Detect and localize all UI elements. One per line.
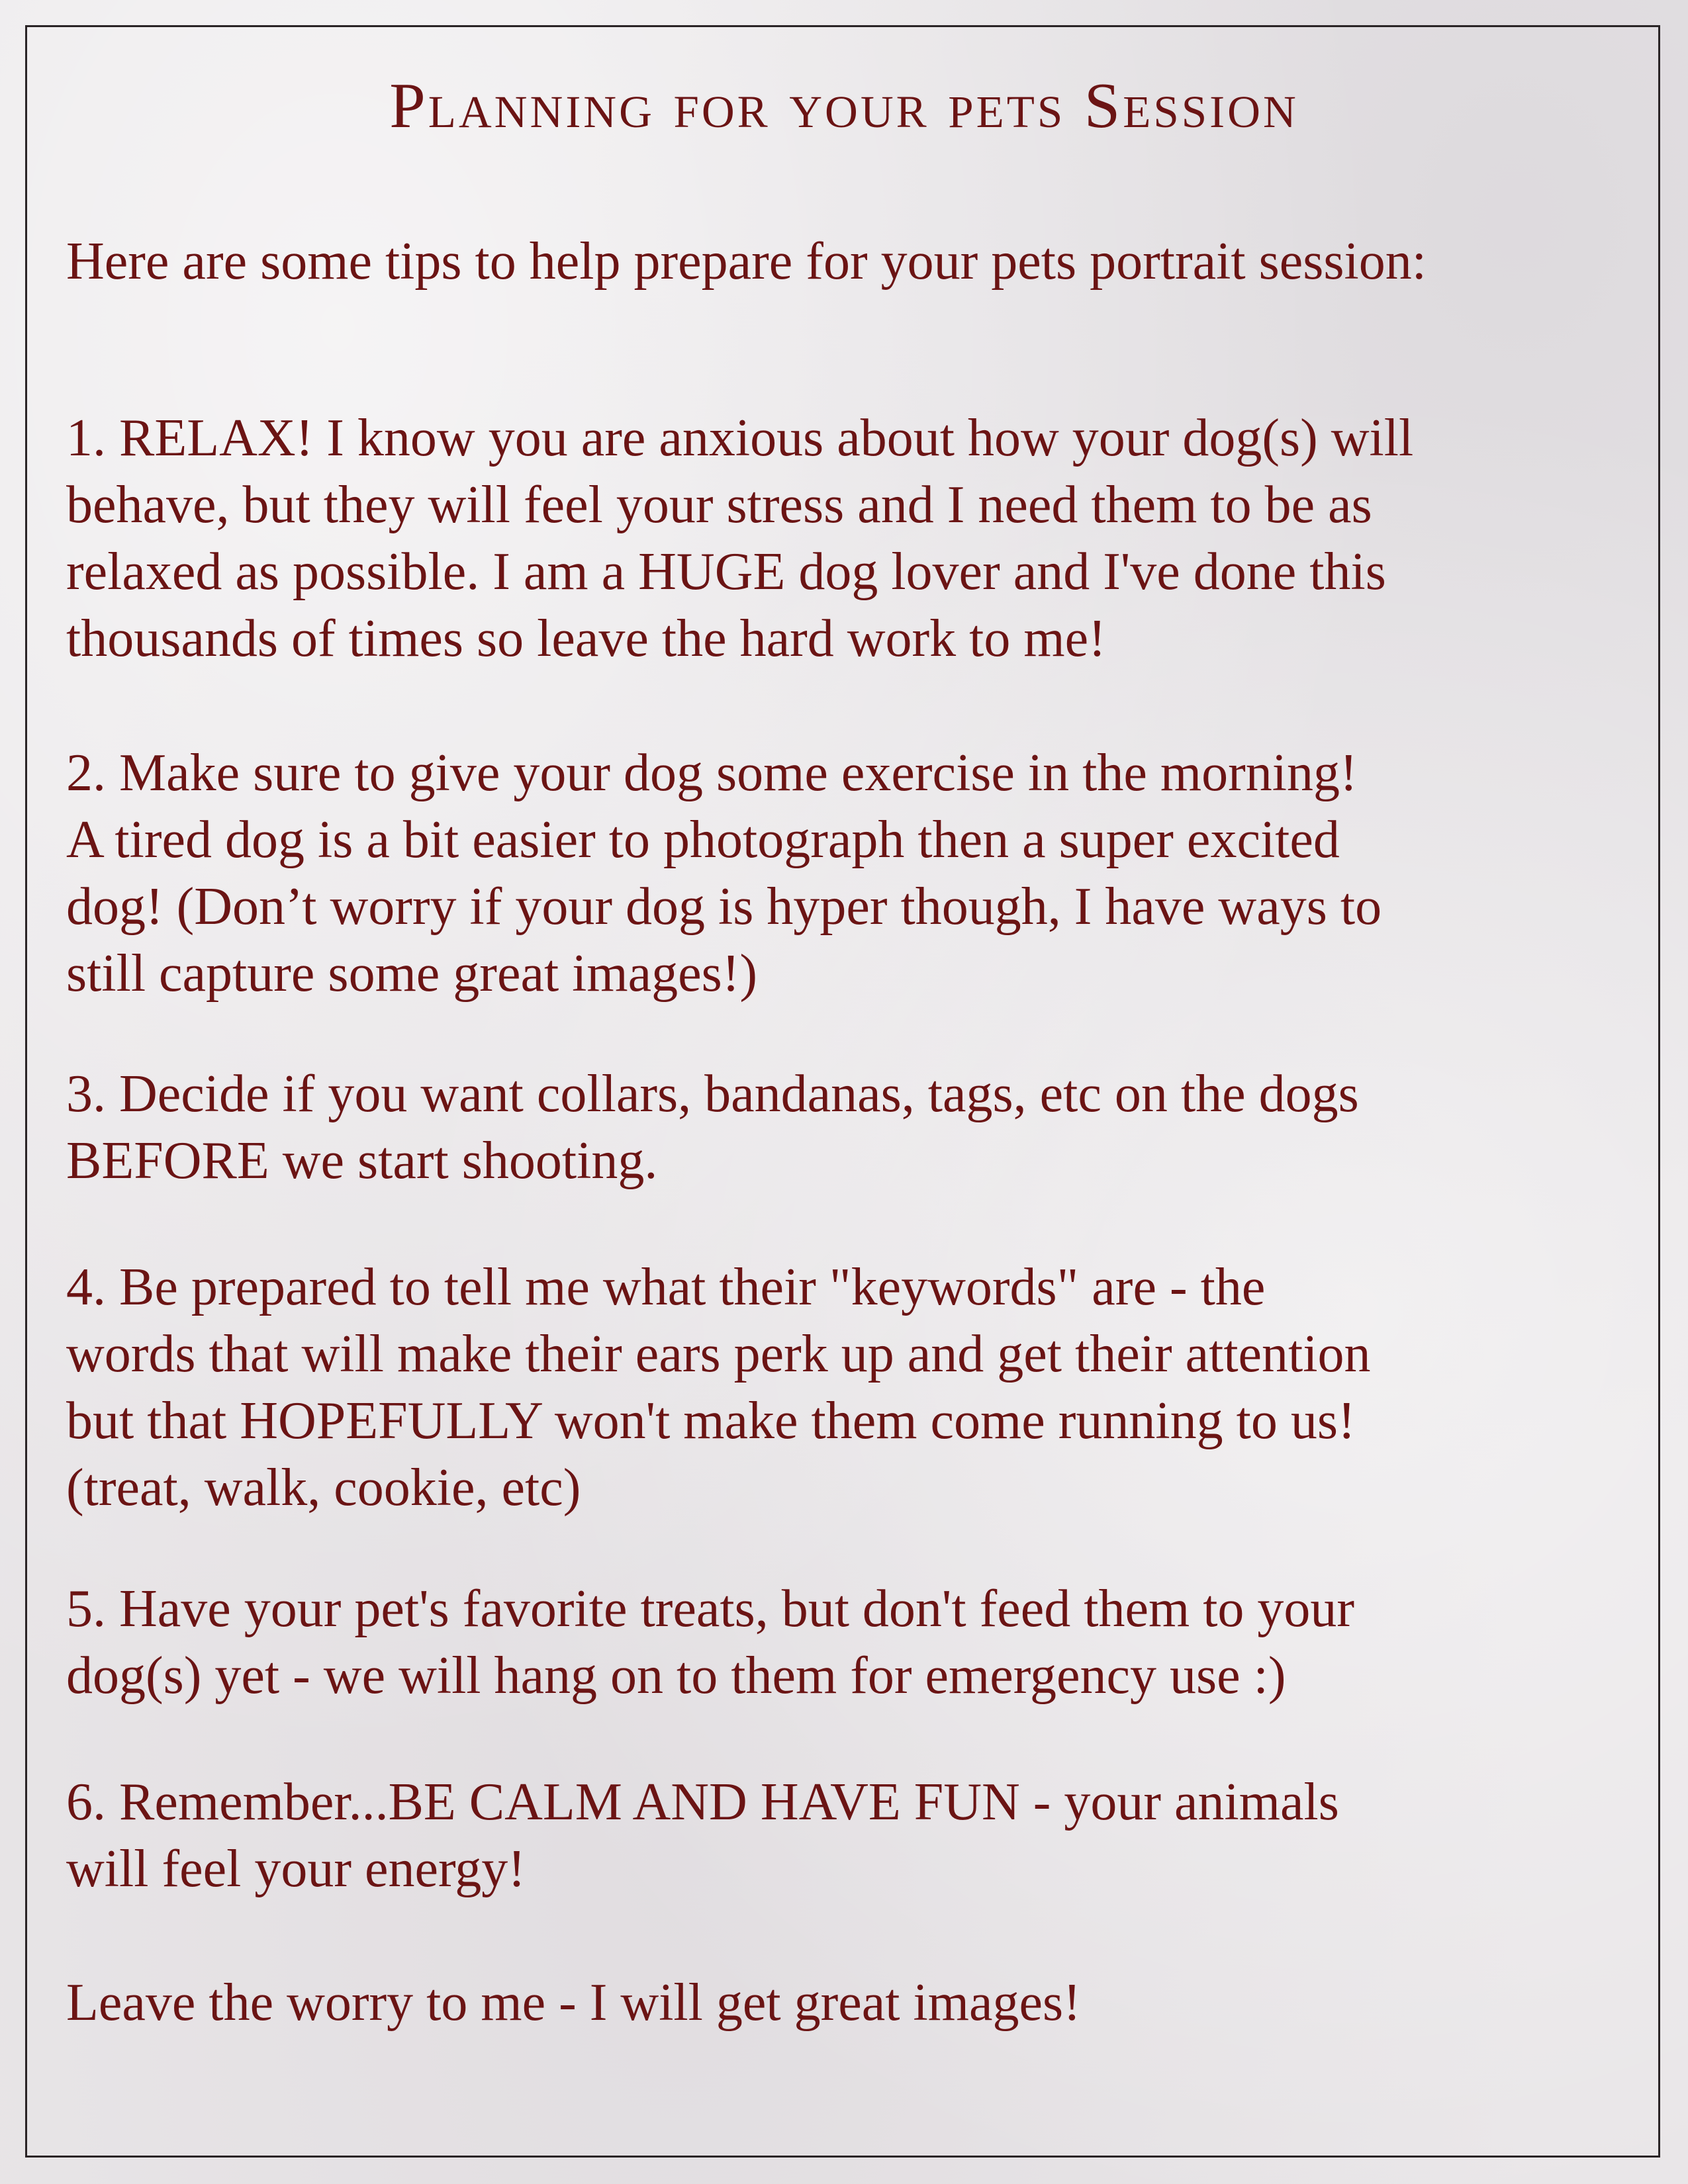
tip-6-line-2: will feel your energy! [66, 1840, 526, 1898]
tip-4-line-4: (treat, walk, cookie, etc) [66, 1459, 581, 1517]
tip-1-line-3: relaxed as possible. I am a HUGE dog lover and I've done this [66, 543, 1386, 601]
tip-2-line-4: still capture some great images!) [66, 944, 758, 1003]
tip-1-line-4: thousands of times so leave the hard work to me! [66, 610, 1106, 668]
tip-6-line-1: 6. Remember...BE CALM AND HAVE FUN - your animals [66, 1773, 1339, 1831]
tip-5-line-2: dog(s) yet - we will hang on to them for emergency use :) [66, 1647, 1286, 1705]
closing-text: Leave the worry to me - I will get great images! [66, 1974, 1081, 2032]
tip-1-line-1: 1. RELAX! I know you are anxious about how your dog(s) will [66, 409, 1414, 467]
tip-4-line-2: words that will make their ears perk up and get their attention [66, 1325, 1371, 1383]
tip-3-line-1: 3. Decide if you want collars, bandanas, tags, etc on the dogs [66, 1065, 1359, 1123]
tip-2-line-2: A tired dog is a bit easier to photograph then a super excited [66, 811, 1340, 869]
tip-1-line-2: behave, but they will feel your stress and I need them to be as [66, 476, 1372, 534]
tip-3 [66, 1061, 1642, 1195]
tip-5 [66, 1576, 1642, 1709]
tip-2 [66, 740, 1642, 1007]
tip-2-line-1: 2. Make sure to give your dog some exercise in the morning! [66, 744, 1358, 802]
tip-4-line-1: 4. Be prepared to tell me what their "keywords" are - the [66, 1258, 1266, 1316]
intro-text: Here are some tips to help prepare for your pets portrait session: [66, 232, 1427, 291]
page-title: Planning for your pets Session [389, 70, 1299, 142]
tip-6 [66, 1769, 1642, 1903]
tip-3-line-2: BEFORE we start shooting. [66, 1132, 658, 1190]
tip-4 [66, 1254, 1642, 1522]
tip-5-line-1: 5. Have your pet's favorite treats, but don't feed them to your [66, 1580, 1355, 1638]
tip-1 [66, 405, 1642, 672]
tip-2-line-3: dog! (Don’t worry if your dog is hyper though, I have ways to [66, 878, 1382, 936]
tip-4-line-3: but that HOPEFULLY won't make them come running to us! [66, 1392, 1356, 1450]
